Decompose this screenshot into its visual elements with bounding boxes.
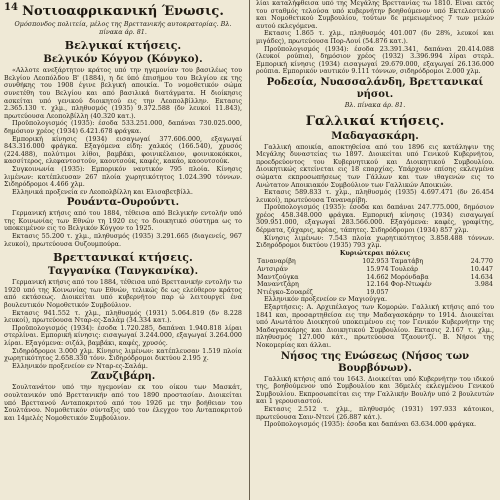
british-possessions-heading: Βρεττανικαί κτήσεις. xyxy=(53,251,193,265)
tanganyika-text: Γερμανική κτήσις από του 1884, τέθεισα υπό Βρεττανικήν εντολήν τω 1920 υπό της Κοινωνίας των Εθνών, τελικώς δε ως ελεύθερον κράτος από εκτάσεως. Διοικείται υπό κυβερνήτου παρ ώ λειτουργεί ένα βουλευτικόν Νομοθετικόν Συμβούλιον. xyxy=(4,278,242,310)
madagascar-consulate-note: Ελληνικόν προξενείον εν Μαγιούγγα. xyxy=(264,295,387,304)
page-number: 14 xyxy=(4,2,18,13)
belgian-possessions-heading: Βελγικαί κτήσεις. xyxy=(64,39,182,53)
ruanda-heading: Ρουάντα-Ουρούντι. xyxy=(66,197,180,209)
left-column xyxy=(4,0,242,500)
zanzibar-heading: Ζανζιβάρη. xyxy=(90,371,156,383)
reunion-budget: Προϋπολογισμός (1935): έσοδα και δαπάναι 63.634.000 φράγκα. xyxy=(264,420,477,429)
city-name: Μαντζούγκα xyxy=(257,272,299,281)
mauritius-budget: Προϋπολογισμός (1934): έσοδα 23.391.341, δαπάναι 20.414.088 (λευκοί ρούπια), δημόσιον χρέος (1932) 3.396.994 λίραι στερλ. Εμπορική κίνησις (1934) εισαγωγαί 29.679.000, εξαγωγαί 26.136.000 ρούπια. Εμπορικόν ναυτικόν 9.111 τόννων, σιδηρόδρομοι 2.000 χλμ. xyxy=(256,44,494,76)
city-population: 10.447 xyxy=(470,265,493,274)
column-divider xyxy=(249,0,250,500)
city-name: Τουλεάρ xyxy=(390,265,419,274)
city-name: Φορ-Ντωφέν xyxy=(390,280,432,289)
city-population: 14.634 xyxy=(470,272,493,281)
section-title-south-africa: Νοτιοαφρικανική Ένωσις. xyxy=(22,4,224,19)
congo-commerce: Εμπορική κίνησις (1934) εισαγωγαί 377.606.000, εξαγωγαί 843.316.000 φράγκα. Εξαγόμενα είδη: χαλκός (166.540), χρυσός (224.488), πολύτιμοι λίθοι, βαμβάκι, φοινικέλαιον, φοινικοκόκκοι, κασσίτερος, ελεφαντοστούν, καουτσούκ, καφές, κακάο, καοουτσούκ. xyxy=(4,134,242,166)
cities-table xyxy=(256,258,494,296)
rhodesia-note: Βλ. πίνακα άρ. 81. xyxy=(344,100,406,109)
reunion-text: Γαλλική κτήσις από του 1643. Διοικείται υπό Κυβερνήτην του ιδικού της, βοηθούμενον υπό Συμβουλίου και 36μελές εκλεγμένου Γενικού Συμβουλίου. Εκπροσωπείται εις την Γαλλικήν Βουλήν υπό 2 βουλευτών και 1 γερουσιαστού. xyxy=(256,374,494,406)
congo-heading: Βελγικόν Κόγγον (Κόνγκο). xyxy=(43,54,203,66)
ruanda-area: Εκτασις 55.200 τ. χλμ., πληθυσμός (1935) 3.291.665 (διαγενείς, 967 λευκοί), πρωτεύουσα Ουζουμπούρα. xyxy=(4,232,242,248)
ruanda-text: Γερμανική κτήσις από του 1884, τέθεισα από Βελγικήν εντολήν υπό της Κοινωνίας των Εθνών τη 1920 εις το διοικητικό σύστημα ως το υποκειμένον εις το Βελγικόν Κόγγον το 1925. xyxy=(4,209,242,233)
congo-budget: Προϋπολογισμός (1935): έσοδα 533.251.000, δαπάναι 730.025.000, δημόσιον χρέος (1934) 6.421.678 φράγκα. xyxy=(4,119,242,135)
city-name: Ντιέγκο-Σουαρέζ xyxy=(257,287,313,296)
mauritius-intro: λίαι καταλήφθεισα υπό της Μεγάλης Βρεττανίας τω 1810. Είναι εκτός του σταθμός τελούσα υπό κυβερνήτην βοηθούμενον υπό Εκτελεστικού και Νομοθετικού Συμβουλίου, τούτων δε μεμειωμένος 7 των μελών αυτού εκλεγόμενα. xyxy=(256,0,494,30)
madagascar-area: Εκτασις 589.833 τ. χλμ., πληθυσμός (1935) 4.697.471 (δν 26.454 λευκοί), πρωτεύουσα Ταναναρίβη. xyxy=(256,188,494,204)
city-population: 12.164 xyxy=(366,280,389,289)
rhodesia-heading: Ροδεσία, Νυασσαλάνδη, Βρεττανικαί νήσοι. xyxy=(266,76,484,100)
tanganyika-heading: Ταγγανίκα (Τανγκανίκα). xyxy=(47,266,199,278)
congo-text: «Αλλοτε ανεξάρτητον κράτος υπό την ηγεμονίαν του βασιλέως του Βελγίου Λεοπόλδου Β' (1884), η δε ύπό έπισήμου του Βελγίου εκ της συνθήκης του 1908 έγινε βελγική αποικία. Το νομοθετικόν σώμα συνετέθη του Βελγίου και από βασιλικά διατάγματα. Η διοίκησις ασκείται υπό γενικού διοικητού εις την Λεοπολβίλλην. Εκτασις 2.365.130 τ. χλμ., πληθυσμός (1935) 9.372.588 (δν λευκοί 11.843), πρωτεύουσα Λεοπολβίλλη (40.320 κατ.). xyxy=(4,66,242,120)
reunion-heading: Νήσος της Ενώσεως (Νήσος των Βουρβόνων). xyxy=(280,350,470,374)
madagascar-text: Γαλλική αποικία, αποκτηθείσα από του 1896 εις κατάληψιν της Μεγάλης δυναστείας τω 1897. Διοικείται υπό Γενικού Κυβερνήτου, προεδρεύοντος του Κυβερνητικού και Διοικητικού Συμβουλίου. Διοικητικώς εκτείνεται εις 18 επαρχίας. Υπάρχουν επίσης εκλεγμένα σώματα εκπροσωπήσεως των Γάλλων και των ιθαγενών εις το Ανώτατον Αποικιακόν Συμβούλιον των Γαλλικών Αποικιών. xyxy=(256,142,494,189)
mauritius-area: Εκτασις 1.865 τ. χλμ., πληθυσμός 401.007 (δν 28%, λευκοί και μιγάδες), πρωτεύουσα Πορ-Λουί (54.876 κατ.). xyxy=(256,29,494,45)
madagascar-budget: Προϋπολογισμός (1935): έσοδα και δαπάναι 247.775.000, δημόσιον χρέος 458.348.000 φράγκα. Εμπορική κίνησις (1934) εισαγωγαί 309.951.000, εξαγωγαί 283.566.000. Εξαγόμενα: καφές, γραφίτης, δέρματα, ζάχαρις, κρέας, τάπητες. Σιδηρόδρομοι (1934) 857 χλμ. xyxy=(256,203,494,235)
zanzibar-text: Σουλτανάτον υπό την ηγεμονίαν εκ του οίκου των Μασκάτ, σουλτανικόν υπό Βρεττανικήν από του 1890 προστασίαν. Διοικείται υπό Βρεττανού Ανταποκριτού από του 1926 με την βοήθειαν του Σουλτάνου. Νομοθετικόν σύνταξις υπό τον έλεγχον του Ανταποκριτού και 14μελές Νομοθετικόν Συμβούλιον. xyxy=(4,383,242,422)
cities-heading: Κυριώτεραι πόλεις xyxy=(339,248,411,257)
city-name xyxy=(390,289,457,297)
dependencies-text: Εξαρτήσεις: Α. Αρχιπέλαγος των Κομορών. Γαλλική κτήσις από του 1841 και, προσαρτηθείσα εις την Μαδαγασκάρην το 1914. Διοικείται υπό Ανωτάτου Διοικητού υποκειμένου εις τον Γενικόν Κυβερνήτην της Μαδαγασκάρης και Διοικητικού Συμβουλίου. Εκτασις 2.167 τ. χλμ., πληθυσμός 127.000 κάτ., πρωτεύουσα Τζαουντζί. Β. Νήσοι της Νοκομερίας και άλλαι. xyxy=(256,303,494,349)
congo-shipping: Συγκοινωνία (1935): Εμπορικόν ναυτικόν 795 πλοία. Κίνησις λιμένων: κατέπλευσαν 267 πλοία χωρητικότητος 1.024.390 τόννων. Σιδηρόδρομοι 4.466 χλμ. xyxy=(4,164,242,189)
encyclopedia-page xyxy=(4,0,496,500)
city-name: Μορόνδαβα xyxy=(390,272,429,281)
french-possessions-heading: Γαλλικαί κτήσεις. xyxy=(305,113,445,129)
city-name: Αντσιράν xyxy=(257,265,288,274)
city-population: 24.770 xyxy=(470,257,493,266)
madagascar-heading: Μαδαγασκάρη. xyxy=(331,130,419,142)
right-column xyxy=(256,0,494,500)
tanganyika-consulate-note: Ελληνικόν προξενείον εν Νταρ-ες-Σαλάμ. xyxy=(12,361,148,370)
tanganyika-area: Εκτασις 941.552 τ. χλμ., πληθυσμός (1931) 5.064.819 (δν 8.228 λευκοί), πρωτεύουσα Νταρ-ες-Σαλάμ (34.334 κατ.). xyxy=(4,308,242,325)
city-name: Ταματάβη xyxy=(390,257,424,266)
tanganyika-budget: Προϋπολογισμός (1934): έσοδα 1.720.285, δαπάναι 1.940.818 λίραι στερλίναι. Εμπορική κίνησις: εισαγωγαί 3.244.000, εξαγωγαί 3.264.000 λίραι. Εξαγόμενα: σιζάλ, βαμβάκι, καφές, χρυσός. xyxy=(4,323,242,347)
city-population: 15.974 xyxy=(366,265,389,274)
tanganyika-rail: Σιδηρόδρομοι 3.000 χλμ. Κίνησις λιμένων: κατέπλευσαν 1.519 πλοία χωρητικότητος 2.658.330 τόνν. Σιδηρόδρομοι δικτύου 2.195 χ. xyxy=(4,346,242,363)
south-africa-note: Ομόσπονδος πολιτεία, μέλος της Βρεττανικής αυτοκρατορίας. Βλ. πίνακα άρ. 81. xyxy=(14,20,232,36)
city-population: 19.057 xyxy=(366,287,389,296)
congo-consulate-note: Ελληνικά προξενεία εν Λεοπολβίλλη και Ελισαβετβίλλ. xyxy=(12,187,193,196)
city-name: Μαναντζάρη xyxy=(257,280,299,289)
city-name: Ταναναρίβη xyxy=(257,257,296,266)
madagascar-rail: Κίνησις λιμένων: 7.543 πλοία χωρητικότητος 3.858.488 τόννων. Σιδηρόδρομοι δικτύου (1935) 793 χλμ. xyxy=(256,233,494,250)
city-population xyxy=(456,289,494,297)
reunion-area: Εκτασις 2.512 τ. χλμ., πληθυσμός (1931) 197.933 κάτοικοι, πρωτεύουσα Σαιν-Ντενί (26.887 κάτ.). xyxy=(256,404,494,421)
city-population: 14.662 xyxy=(366,272,389,281)
city-population: 102.953 xyxy=(362,257,389,266)
city-population: 3.984 xyxy=(474,280,493,289)
